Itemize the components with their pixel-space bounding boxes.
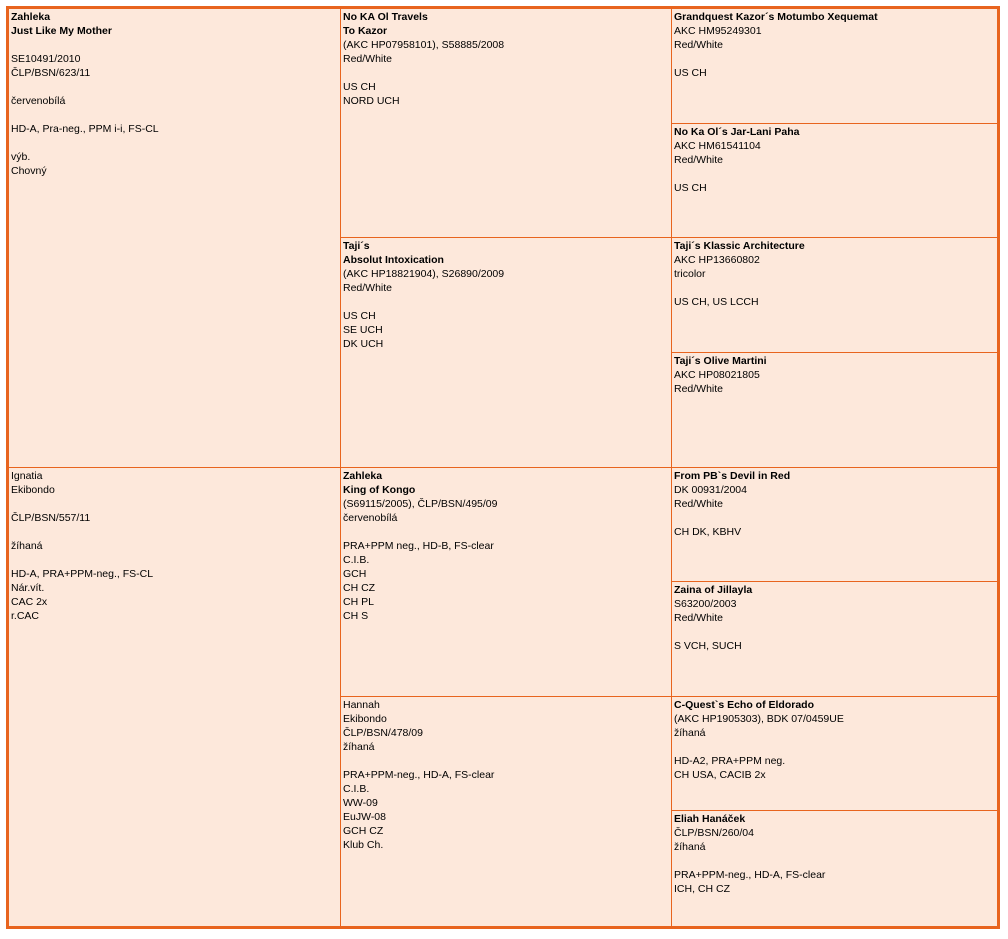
dog-info-line: Red/White [674, 39, 724, 51]
dog-info-line: Ekibondo [11, 483, 55, 496]
dog-info-line: US CH [343, 81, 376, 93]
dog-info-line: ICH, CH CZ [674, 883, 730, 896]
dog-info-line: US CH [674, 67, 707, 79]
dog-cell-great-grandparent-3 [672, 238, 997, 353]
pedigree-table [6, 6, 1000, 929]
dog-name: Zahleka [11, 11, 51, 23]
dog-info-line: ČLP/BSN/260/04 [674, 827, 754, 840]
dog-info-line: HD-A2, PRA+PPM neg. [674, 754, 786, 767]
dog-info-line: CAC 2x [11, 595, 48, 608]
dog-info-line: ČLP/BSN/478/09 [343, 726, 423, 739]
dog-info-line [674, 511, 995, 525]
dog-info-line: žíhaná [674, 841, 706, 854]
dog-info-line: US CH, US LCCH [674, 296, 759, 309]
dog-info-line [343, 295, 669, 309]
dog-name: Taji´s [343, 240, 370, 253]
dog-cell-parent-2 [9, 468, 341, 927]
dog-info-line: žíhaná [11, 539, 43, 552]
dog-info-line: Red/White [343, 282, 393, 295]
dog-info-line: Red/White [674, 382, 724, 395]
dog-cell-grandparent-2 [341, 238, 672, 467]
dog-info-line [11, 525, 338, 539]
dog-info-line [11, 108, 338, 122]
dog-info-line [674, 167, 995, 181]
dog-name: Ignatia [11, 469, 43, 482]
dog-info-line: DK UCH [343, 338, 384, 351]
dog-info-line: (AKC HP18821904), S26890/2009 [343, 268, 505, 281]
dog-info-line: PRA+PPM-neg., HD-A, FS-clear [674, 869, 826, 882]
dog-info-line: SE10491/2010 [11, 53, 81, 65]
dog-name: Taji´s Klassic Architecture [674, 240, 805, 253]
dog-cell-great-grandparent-4 [672, 353, 997, 468]
dog-name-line: King of Kongo [343, 483, 416, 496]
dog-info-line: AKC HP08021805 [674, 368, 760, 381]
dog-info-line: žíhaná [674, 726, 706, 739]
dog-info-line: ČLP/BSN/623/11 [11, 67, 91, 79]
dog-cell-grandparent-4 [341, 697, 672, 926]
dog-name: C-Quest`s Echo of Eldorado [674, 698, 815, 711]
dog-info-line [674, 281, 995, 295]
dog-info-line [343, 754, 669, 768]
dog-info-line [11, 80, 338, 94]
dog-info-line [11, 38, 338, 52]
dog-info-line: Red/White [674, 497, 724, 510]
dog-info-line: HD-A, Pra-neg., PPM i-i, FS-CL [11, 123, 159, 135]
dog-info-line: NORD UCH [343, 95, 400, 107]
dog-info-line: ČLP/BSN/557/11 [11, 511, 91, 524]
dog-info-line: červenobílá [343, 511, 398, 524]
dog-name-line: Absolut Intoxication [343, 254, 444, 267]
dog-name: Hannah [343, 698, 380, 711]
dog-info-line: Red/White [674, 612, 724, 625]
dog-info-line: SE UCH [343, 324, 383, 337]
dog-info-line: AKC HM95249301 [674, 25, 762, 37]
dog-name: No KA Ol Travels [343, 11, 428, 23]
dog-info-line: C.I.B. [343, 782, 370, 795]
dog-name: Zahleka [343, 469, 383, 482]
dog-info-line: AKC HM61541104 [674, 139, 761, 152]
dog-info-line [674, 625, 995, 639]
dog-info-line: Klub Ch. [343, 838, 384, 851]
dog-info-line: US CH [343, 310, 376, 323]
dog-info-line: Red/White [343, 53, 393, 65]
dog-name: Zaina of Jillayla [674, 584, 753, 597]
dog-info-line: PRA+PPM neg., HD-B, FS-clear [343, 539, 494, 552]
dog-cell-great-grandparent-1 [672, 9, 997, 124]
dog-info-line [343, 525, 669, 539]
dog-info-line: Chovný [11, 165, 47, 177]
dog-info-line: CH S [343, 609, 369, 622]
dog-cell-great-grandparent-8 [672, 811, 997, 926]
dog-info-line: CH CZ [343, 581, 376, 594]
dog-info-line [674, 740, 995, 754]
dog-info-line: výb. [11, 151, 31, 163]
dog-info-line: GCH CZ [343, 824, 384, 837]
dog-cell-great-grandparent-7 [672, 697, 997, 812]
dog-info-line: žíhaná [343, 740, 375, 753]
dog-info-line: (S69115/2005), ČLP/BSN/495/09 [343, 497, 498, 510]
dog-cell-grandparent-3 [341, 468, 672, 697]
dog-info-line [11, 553, 338, 567]
dog-info-line: tricolor [674, 268, 706, 281]
dog-info-line: DK 00931/2004 [674, 483, 747, 496]
dog-cell-great-grandparent-6 [672, 582, 997, 697]
dog-name: Eliah Hanáček [674, 813, 746, 826]
dog-info-line: EuJW-08 [343, 810, 386, 823]
dog-name: From PB`s Devil in Red [674, 469, 791, 482]
dog-info-line [343, 66, 669, 80]
dog-info-line: (AKC HP1905303), BDK 07/0459UE [674, 712, 844, 725]
dog-info-line: červenobílá [11, 95, 66, 107]
dog-info-line: HD-A, PRA+PPM-neg., FS-CL [11, 567, 154, 580]
dog-info-line [674, 52, 995, 66]
dog-name-line: To Kazor [343, 25, 388, 37]
dog-info-line: Red/White [674, 153, 724, 166]
dog-info-line: S VCH, SUCH [674, 640, 742, 653]
dog-info-line [11, 136, 338, 150]
dog-info-line: WW-09 [343, 796, 378, 809]
dog-info-line [11, 497, 338, 511]
dog-info-line: C.I.B. [343, 553, 370, 566]
dog-info-line: CH PL [343, 595, 374, 608]
dog-info-line: Nár.vít. [11, 581, 45, 594]
dog-info-line: AKC HP13660802 [674, 254, 760, 267]
dog-name: Grandquest Kazor´s Motumbo Xequemat [674, 11, 878, 23]
dog-info-line: S63200/2003 [674, 598, 737, 611]
dog-info-line [674, 854, 995, 868]
dog-info-line: r.CAC [11, 609, 40, 622]
dog-cell-great-grandparent-5 [672, 468, 997, 583]
dog-info-line: Ekibondo [343, 712, 387, 725]
dog-cell-parent-1 [9, 9, 341, 468]
dog-info-line: CH DK, KBHV [674, 525, 742, 538]
dog-info-line: GCH [343, 567, 367, 580]
dog-cell-grandparent-1 [341, 9, 672, 238]
dog-info-line: (AKC HP07958101), S58885/2008 [343, 39, 505, 51]
dog-info-line: PRA+PPM-neg., HD-A, FS-clear [343, 768, 495, 781]
dog-name: No Ka Ol´s Jar-Lani Paha [674, 125, 800, 138]
dog-name: Taji´s Olive Martini [674, 354, 767, 367]
dog-cell-great-grandparent-2 [672, 124, 997, 239]
dog-info-line: US CH [674, 181, 707, 194]
dog-name-line: Just Like My Mother [11, 25, 112, 37]
dog-info-line: CH USA, CACIB 2x [674, 768, 766, 781]
